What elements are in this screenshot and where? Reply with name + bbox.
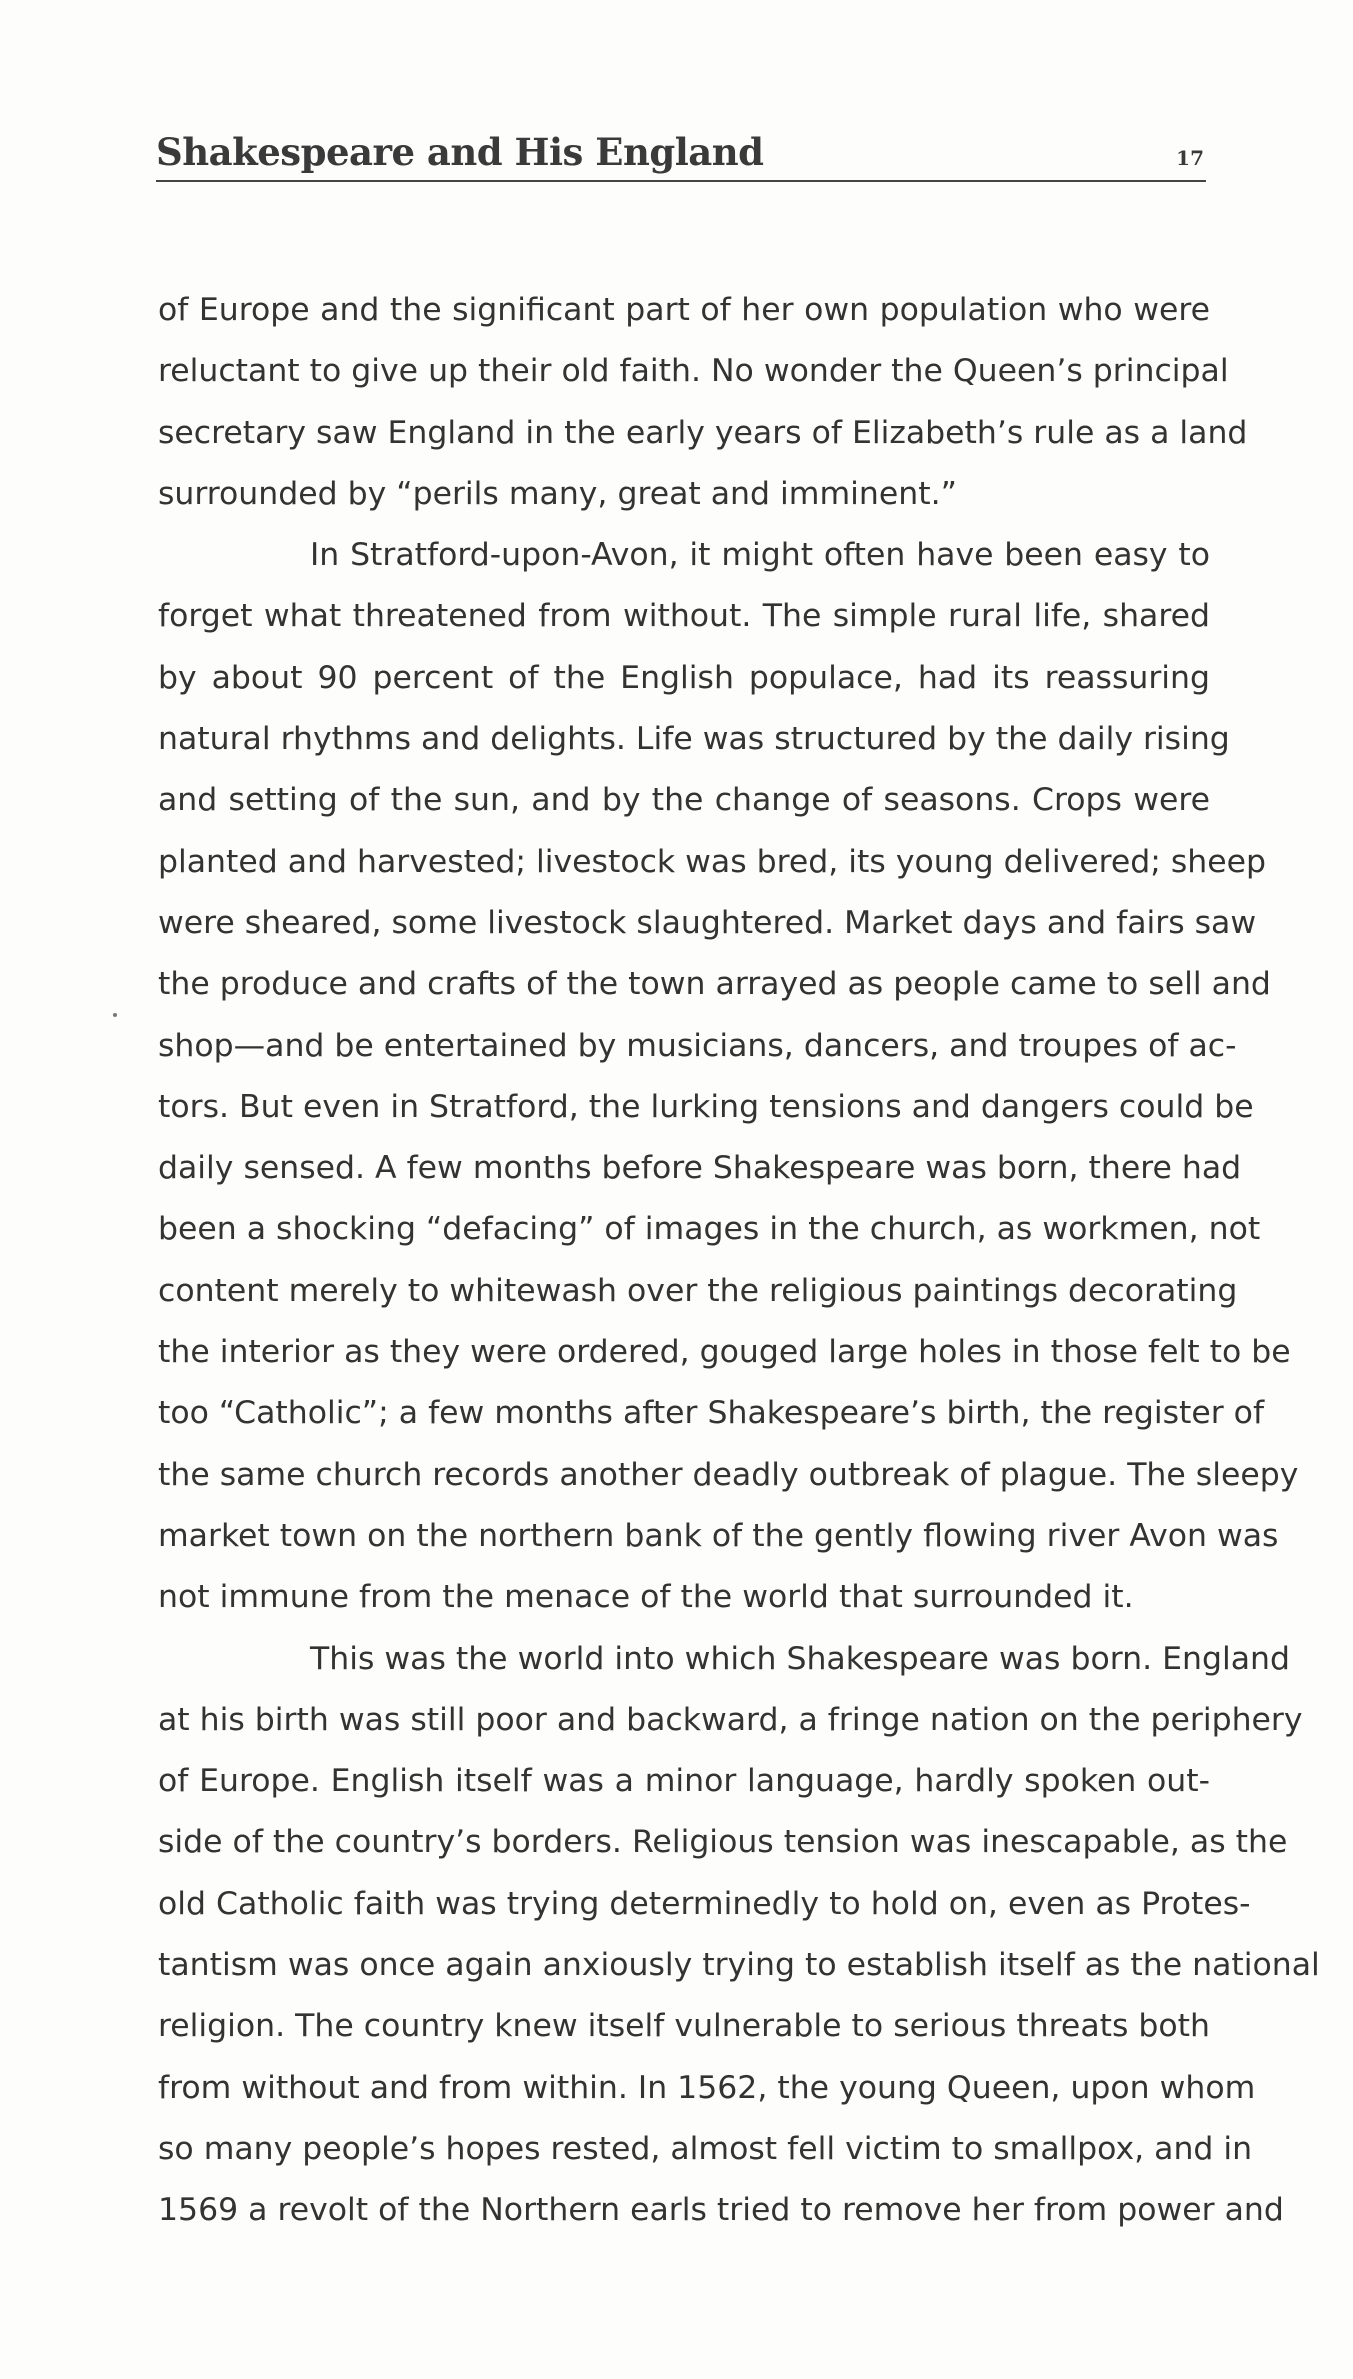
- text-line: of Europe and the significant part of her own population who were: [158, 292, 1210, 328]
- text-line: from without and from within. In 1562, the young Queen, upon whom: [158, 2069, 1256, 2106]
- text-line: market town on the northern bank of the gently flowing river Avon was: [158, 1517, 1279, 1554]
- text-line: too “Catholic”; a few months after Shakespeare’s birth, the register of: [158, 1395, 1265, 1432]
- text-line: reluctant to give up their old faith. No wonder the Queen’s principal: [158, 353, 1229, 390]
- text-line: planted and harvested; livestock was bred, its young delivered; sheep: [158, 843, 1266, 880]
- text-line: tors. But even in Stratford, the lurking tensions and dangers could be: [158, 1088, 1254, 1125]
- text-line: and setting of the sun, and by the change of seasons. Crops were: [158, 782, 1210, 819]
- body-text: [158, 280, 1320, 2242]
- text-line: by about 90 percent of the English populace, had its reassuring: [158, 659, 1210, 696]
- text-line: natural rhythms and delights. Life was structured by the daily rising: [158, 721, 1230, 758]
- text-line: side of the country’s borders. Religious tension was inescapable, as the: [158, 1824, 1288, 1861]
- running-header: [156, 118, 1206, 182]
- text-line: content merely to whitewash over the religious paintings decorating: [158, 1272, 1238, 1309]
- text-line: surrounded by “perils many, great and imminent.”: [158, 475, 957, 512]
- running-title: Shakespeare and His England: [156, 130, 764, 174]
- text-line: shop—and be entertained by musicians, dancers, and troupes of ac-: [158, 1027, 1237, 1064]
- text-line: of Europe. English itself was a minor language, hardly spoken out-: [158, 1763, 1210, 1800]
- scan-speck: [113, 1013, 117, 1017]
- text-line: the same church records another deadly outbreak of plague. The sleepy: [158, 1456, 1299, 1493]
- page-number: 17: [1176, 146, 1204, 170]
- text-line: the interior as they were ordered, gouged large holes in those felt to be: [158, 1334, 1291, 1371]
- text-line: 1569 a revolt of the Northern earls tried to remove her from power and: [158, 2192, 1284, 2229]
- text-line: This was the world into which Shakespeare was born. England: [310, 1640, 1290, 1677]
- text-line: been a shocking “defacing” of images in the church, as workmen, not: [158, 1211, 1261, 1248]
- text-line: secretary saw England in the early years of Elizabeth’s rule as a land: [158, 414, 1248, 451]
- text-line: forget what threatened from without. The simple rural life, shared: [158, 598, 1210, 635]
- text-line: daily sensed. A few months before Shakespeare was born, there had: [158, 1150, 1242, 1187]
- text-line: the produce and crafts of the town arrayed as people came to sell and: [158, 966, 1271, 1003]
- text-line: old Catholic faith was trying determinedly to hold on, even as Protes-: [158, 1885, 1251, 1922]
- text-line: so many people’s hopes rested, almost fell victim to smallpox, and in: [158, 2130, 1253, 2167]
- text-line: were sheared, some livestock slaughtered. Market days and fairs saw: [158, 904, 1257, 941]
- text-line: tantism was once again anxiously trying to establish itself as the national: [158, 1947, 1320, 1984]
- text-line: religion. The country knew itself vulnerable to serious threats both: [158, 2008, 1210, 2045]
- text-line: In Stratford-upon-Avon, it might often have been easy to: [310, 537, 1210, 574]
- text-line: not immune from the menace of the world that surrounded it.: [158, 1579, 1134, 1616]
- text-line: at his birth was still poor and backward, a fringe nation on the periphery: [158, 1701, 1303, 1738]
